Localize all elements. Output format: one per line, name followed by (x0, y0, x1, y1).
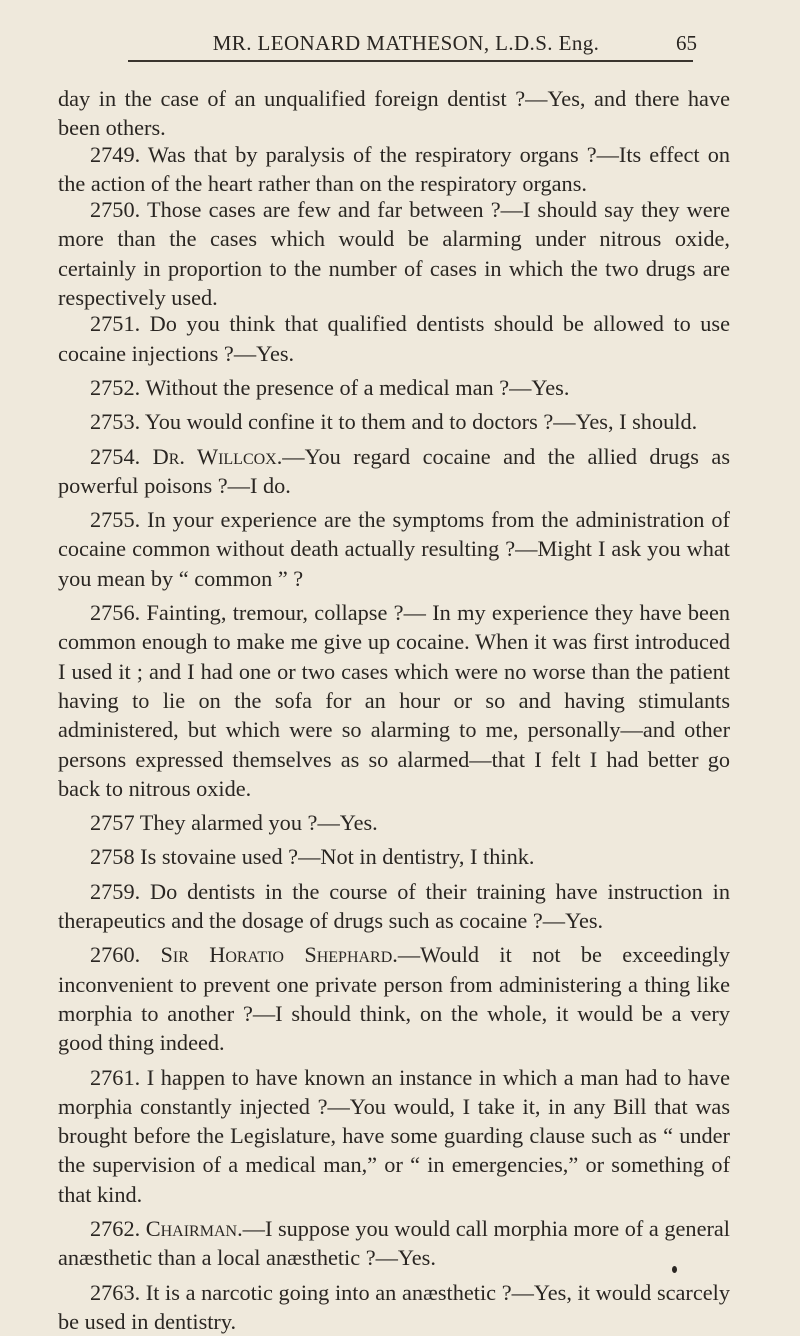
paragraph-2758: 2758 Is stovaine used ?—Not in dentistry, I think. (90, 844, 535, 870)
paragraph-continuation: day in the case of an unqualified foreign dentist ?—Yes, and there have been others. (58, 86, 730, 141)
ink-speck (672, 1266, 677, 1273)
question-number: 2762. (90, 1215, 141, 1241)
paragraph-2755: 2755. In your experience are the symptoms from the administration of cocaine common without death actually resulting ?—Might I ask you what you mean by “ common ” ? (58, 507, 730, 591)
question-number: 2760. (90, 942, 141, 968)
paragraph-2760 (58, 940, 730, 1057)
paragraph-2752: 2752. Without the presence of a medical man ?—Yes. (90, 374, 570, 400)
running-title: MR. LEONARD MATHESON, L.D.S. Eng. (212, 31, 600, 55)
paragraph-2761: 2761. I happen to have known an instance in which a man had to have morphia constantly injected ?—You would, I take it, in any Bill that was brought before the Legislature, have some guarding clause such as “ under the supervision of a medical man,” or “ in emergencies,” or something of that kind. (58, 1064, 730, 1207)
header-rule (128, 60, 693, 62)
speaker-name: Sir Horatio Shephard. (160, 942, 398, 968)
paragraph-2749: 2749. Was that by paralysis of the respiratory organs ?—Its effect on the action of the heart rather than on the respiratory organs. (58, 141, 730, 196)
paragraph-2756: 2756. Fainting, tremour, collapse ?— In my experience they have been common enough to make me give up cocaine. When it was first introduced I used it ; and I had one or two cases which were no worse than the patient having to lie on the sofa for an hour or so and having stimulants administered, but which were so alarming to me, personally—and other persons expressed themselves as so alarmed—that I felt I had better go back to nitrous oxide. (58, 600, 730, 801)
question-number: 2754. (90, 443, 141, 469)
paragraph-2753: 2753. You would confine it to them and to doctors ?—Yes, I should. (90, 409, 698, 435)
question-text: —You regard cocaine and the allied drugs as powerful poisons ?—I do. (58, 443, 730, 498)
paragraph-2763: 2763. It is a narcotic going into an anæsthetic ?—Yes, it would scarcely be used in dentistry. (58, 1279, 730, 1334)
paragraph-2759: 2759. Do dentists in the course of their training have instruction in therapeutics and the dosage of drugs such as cocaine ?—Yes. (58, 878, 730, 934)
question-text: —I suppose you would call morphia more of a general anæsthetic than a local anæsthetic ?—Yes. (58, 1215, 730, 1271)
question-text: —Would it not be exceedingly inconvenient to prevent one private person from administering a thing like morphia to another ?—I should think, on the whole, it would be a very good thing indeed. (58, 942, 730, 1056)
page-header (0, 0, 800, 62)
paragraph-2754 (58, 442, 730, 501)
paragraph-2762 (58, 1214, 730, 1273)
body-text (58, 84, 730, 1336)
paragraph-2757: 2757 They alarmed you ?—Yes. (90, 810, 378, 836)
speaker-name: Chairman. (145, 1215, 243, 1241)
paragraph-2751: 2751. Do you think that qualified dentists should be allowed to use cocaine injections ?—Yes. (58, 311, 730, 366)
page-number: 65 (676, 31, 697, 55)
paragraph-2750: 2750. Those cases are few and far between ?—I should say they were more than the cases which would be alarming under nitrous oxide, certainly in proportion to the number of cases in which the two drugs are respectively used. (58, 197, 730, 311)
speaker-name: Dr. Willcox. (152, 443, 283, 469)
